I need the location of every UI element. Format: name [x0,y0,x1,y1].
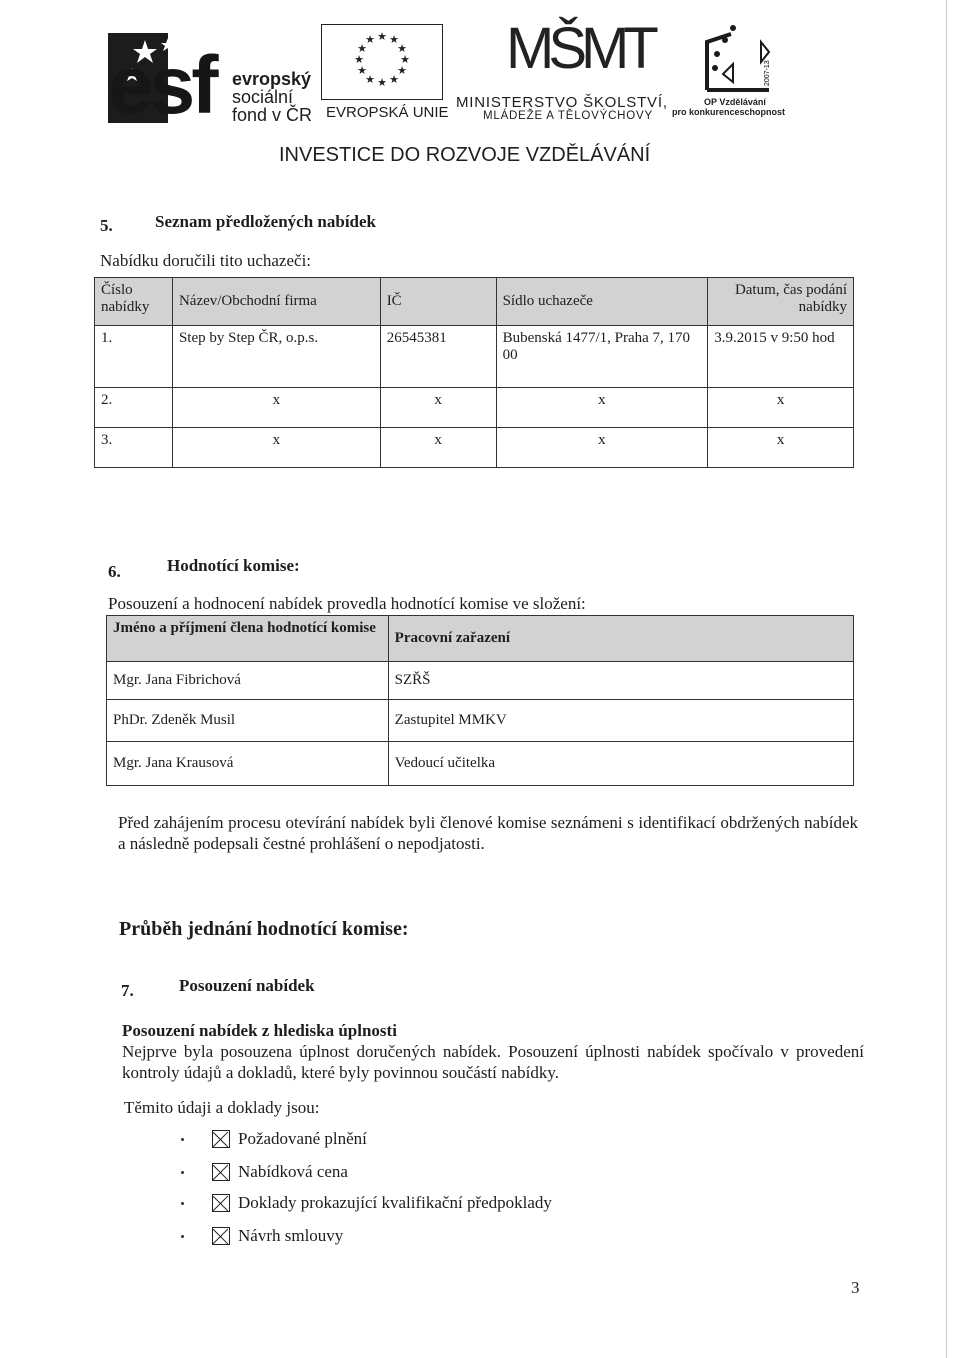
eu-label: EVROPSKÁ UNIE [326,104,449,121]
esf-label-line-3: fond v ČR [232,105,313,125]
op-logo [703,24,777,94]
table-row [95,428,854,468]
section-7-title: Posouzení nabídek [179,976,315,995]
column-header: Název/Obchodní firma [172,278,380,326]
bullet-icon [181,1138,184,1141]
svg-text:★: ★ [400,53,410,66]
table-row [95,326,854,388]
proceedings-heading: Průběh jednání hodnotící komise: [119,918,409,940]
svg-text:★: ★ [389,33,399,46]
table-cell: x [172,428,380,468]
op-emblem-icon [703,24,777,94]
table-cell: 1. [95,326,173,388]
table-cell: x [496,428,708,468]
list-item [181,1162,348,1182]
op-label-line-1: OP Vzdělávání [704,97,766,107]
column-header: Pracovní zařazení [388,616,853,662]
page-edge-line [946,0,947,1358]
op-label-line-2: pro konkurenceschopnost [672,107,786,117]
section-7-subtitle: Posouzení nabídek z hlediska úplnosti [122,1021,397,1040]
header-slogan: INVESTICE DO ROZVOJE VZDĚLÁVÁNÍ [279,144,651,166]
table-cell: 26545381 [380,326,496,388]
table-cell: Zastupitel MMKV [388,700,853,742]
table-cell: Bubenská 1477/1, Praha 7, 170 00 [496,326,708,388]
section-7-number: 7. [121,981,134,1000]
svg-text:★: ★ [354,53,364,66]
esf-label-line-2: sociální [232,87,294,107]
table-row [95,388,854,428]
table-row [107,662,854,700]
section-6-title: Hodnotící komise: [167,556,300,575]
list-item-label: Doklady prokazující kvalifikační předpoklady [238,1193,552,1212]
table-cell: x [380,388,496,428]
column-header: Číslo nabídky [95,278,173,326]
offers-table-header [95,278,854,326]
list-item [181,1129,367,1149]
msmt-logo: MŠMT [506,16,653,81]
section-6-intro: Posouzení a hodnocení nabídek provedla hodnotící komise ve složení: [108,594,586,613]
svg-text:★: ★ [397,42,407,55]
completeness-paragraph: Nejprve byla posouzena úplnost doručených nabídek. Posouzení úplnosti nabídek spočívalo v provedení kontroly údajů a dokladů, které byly povinnou součástí nabídky. [122,1042,864,1082]
documents-intro: Těmito údaji a doklady jsou: [124,1098,320,1117]
table-cell: 3.9.2015 v 9:50 hod [708,326,854,388]
table-cell: x [380,428,496,468]
column-header: Sídlo uchazeče [496,278,708,326]
column-header: IČ [380,278,496,326]
esf-letters: esf [108,40,215,131]
ministry-name-line-2: MLÁDEŽE A TĚLOVÝCHOVY [483,110,653,122]
bullet-icon [181,1171,184,1174]
esf-label-line-1: evropský [232,69,312,89]
table-cell: x [708,428,854,468]
table-cell: Mgr. Jana Fibrichová [107,662,389,700]
esf-label [232,70,312,124]
table-cell: x [496,388,708,428]
checked-box-icon [212,1130,230,1148]
svg-text:★: ★ [389,73,399,86]
table-row [107,700,854,742]
column-header: Jméno a příjmení člena hodnotící komise [107,616,389,662]
list-item [181,1226,343,1246]
svg-text:★: ★ [377,30,387,43]
table-cell: SZŘŠ [388,662,853,700]
eu-flag [321,24,443,100]
svg-text:★: ★ [357,64,367,77]
checked-box-icon [212,1163,230,1181]
svg-text:★: ★ [365,33,375,46]
svg-text:★: ★ [377,76,387,89]
list-item-label: Návrh smlouvy [238,1226,344,1245]
section-5-title: Seznam předložených nabídek [155,212,377,231]
impartiality-paragraph: Před zahájením procesu otevírání nabídek byli členové komise seznámeni s identifikací obdržených nabídek a následně podepsali čestné prohlášení o nepodjatosti. [118,813,858,853]
bullet-icon [181,1235,184,1238]
table-row [107,742,854,786]
table-cell: Vedoucí učitelka [388,742,853,786]
list-item-label: Požadované plnění [238,1129,367,1148]
table-cell: Mgr. Jana Krausová [107,742,389,786]
list-item [181,1193,552,1213]
table-cell: x [172,388,380,428]
committee-table-header [107,616,854,662]
column-header: Datum, čas podání nabídky [708,278,854,326]
table-cell: x [708,388,854,428]
checked-box-icon [212,1194,230,1212]
page-number: 3 [851,1278,860,1297]
table-cell: PhDr. Zdeněk Musil [107,700,389,742]
table-cell: Step by Step ČR, o.p.s. [172,326,380,388]
ministry-name-line-1: MINISTERSTVO ŠKOLSTVÍ, [456,94,668,111]
table-cell: 2. [95,388,173,428]
committee-table [106,615,854,786]
table-cell: 3. [95,428,173,468]
section-5-intro: Nabídku doručili tito uchazeči: [100,251,312,270]
offers-table [94,277,854,468]
svg-text:★: ★ [397,64,407,77]
list-item-label: Nabídková cena [238,1162,348,1181]
bullet-icon [181,1202,184,1205]
op-side-text: 2007-13 [764,60,771,86]
eu-stars-icon [322,25,441,98]
svg-text:★: ★ [365,73,375,86]
svg-text:★: ★ [357,42,367,55]
checked-box-icon [212,1227,230,1245]
section-5-number: 5. [100,216,113,235]
section-6-number: 6. [108,562,121,581]
